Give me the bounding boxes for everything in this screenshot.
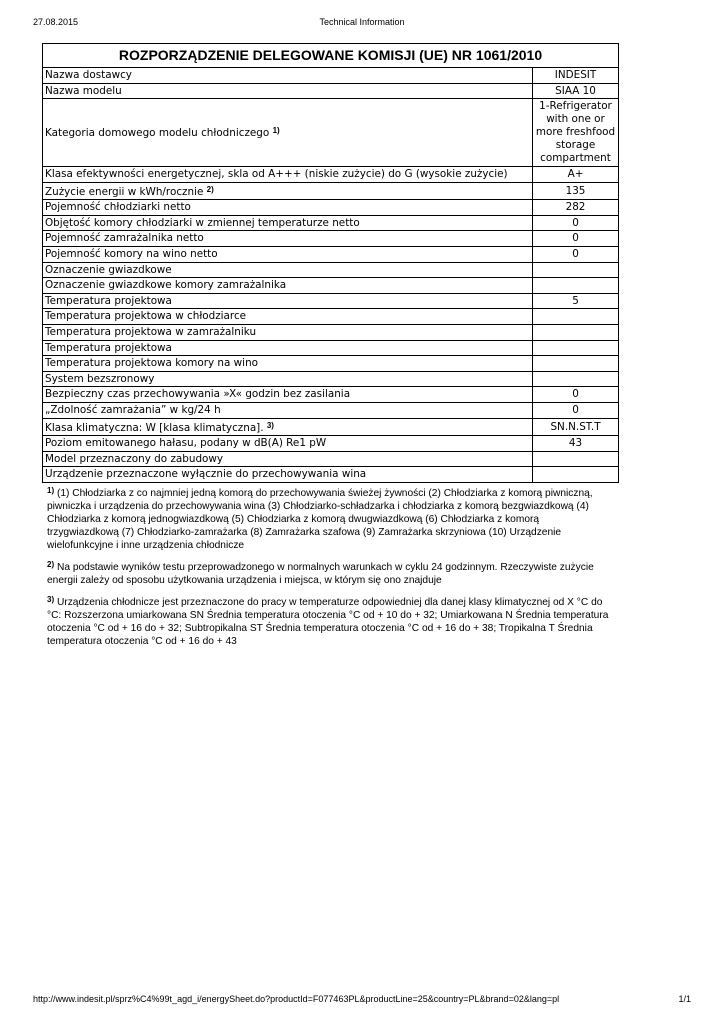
print-page-number: 1/1 <box>678 994 691 1004</box>
footnote <box>47 593 612 648</box>
row-label: System bezszronowy <box>45 372 155 385</box>
row-label-cell <box>43 246 533 262</box>
print-header-title: Technical Information <box>319 17 405 27</box>
row-value: 43 <box>533 435 619 451</box>
row-label-cell <box>43 451 533 467</box>
table-row <box>43 200 619 216</box>
row-value <box>533 324 619 340</box>
table-row <box>43 356 619 372</box>
row-value: 5 <box>533 293 619 309</box>
row-value <box>533 262 619 278</box>
print-footer-url: http://www.indesit.pl/sprz%C4%99t_agd_i/energySheet.do?productId=F077463PL&productLine=25&country=PL&brand=02&lang=pl <box>33 994 560 1004</box>
row-value <box>533 340 619 356</box>
energy-spec-table <box>42 43 619 483</box>
row-label-cell <box>43 340 533 356</box>
row-value: 0 <box>533 231 619 247</box>
row-label: Temperatura projektowa <box>45 341 172 354</box>
row-label: Nazwa dostawcy <box>45 69 132 82</box>
row-label-cell <box>43 68 533 84</box>
table-row <box>43 99 619 167</box>
row-label: Temperatura projektowa <box>45 294 172 307</box>
row-label-cell <box>43 200 533 216</box>
footnote-marker: 3) <box>47 595 55 604</box>
row-label-cell <box>43 324 533 340</box>
row-label-cell <box>43 309 533 325</box>
table-row <box>43 167 619 183</box>
footnotes <box>47 484 612 654</box>
table-title: ROZPORZĄDZENIE DELEGOWANE KOMISJI (UE) NR 1061/2010 <box>43 44 619 68</box>
row-label: Oznaczenie gwiazdkowe komory zamrażalnika <box>45 279 287 292</box>
table-row <box>43 182 619 199</box>
footnote-marker: 1) <box>272 126 280 136</box>
footnote-marker: 1) <box>47 486 55 495</box>
row-label: „Zdolność zamrażania” w kg/24 h <box>45 404 221 416</box>
table-row <box>43 68 619 84</box>
row-value: 0 <box>533 215 619 231</box>
row-value <box>533 451 619 467</box>
row-label-cell <box>43 356 533 372</box>
table-row <box>43 309 619 325</box>
row-value: A+ <box>533 167 619 183</box>
row-value <box>533 371 619 387</box>
row-label: Model przeznaczony do zabudowy <box>45 452 224 465</box>
table-row <box>43 402 619 418</box>
table-row <box>43 467 619 483</box>
footnote-marker: 2) <box>206 184 214 194</box>
row-value: INDESIT <box>533 68 619 84</box>
row-label: Poziom emitowanego hałasu, podany w dB(A) Re1 pW <box>45 437 327 449</box>
row-label: Pojemność chłodziarki netto <box>45 201 191 214</box>
footnote-text: Urządzenia chłodnicze jest przeznaczone do pracy w temperaturze odpowiedniej dla danej klasy klimatycznej od X °C do °C: Rozszerzona umiarkowana SN Średnia temperatura otoczenia °C od + 10 do + 32; Umiarkowana N Średnia temperatura otoczenia °C od + 16 do + 32; Subtropikalna ST Średnia temperatura otoczenia °C od + 16 do + 38; Tropikalna T Średnia temperatura otoczenia °C od + 16 do + 43 <box>47 597 609 647</box>
footnote-text: Na podstawie wyników testu przeprowadzonego w normalnych warunkach w cyklu 24 godzinnym. Rzeczywiste zużycie energii zależy od sposobu użytkowania urządzenia i miejsca, w którym się ono znajduje <box>47 562 594 586</box>
table-row <box>43 435 619 451</box>
row-value: 282 <box>533 200 619 216</box>
row-label: Temperatura projektowa komory na wino <box>45 357 259 370</box>
table-row <box>43 293 619 309</box>
row-label-cell <box>43 467 533 483</box>
table-row <box>43 324 619 340</box>
row-label-cell <box>43 418 533 435</box>
row-value: SN.N.ST.T <box>533 418 619 435</box>
row-label: Klasa efektywności energetycznej, skla od A+++ (niskie zużycie) do G (wysokie zużycie) <box>45 168 508 181</box>
row-label-cell <box>43 231 533 247</box>
row-label: Bezpieczny czas przechowywania »X« godzin bez zasilania <box>45 388 351 401</box>
table-row <box>43 83 619 99</box>
row-value <box>533 278 619 294</box>
footnote <box>47 558 612 587</box>
row-label: Kategoria domowego modelu chłodniczego <box>45 127 270 140</box>
row-label-cell <box>43 402 533 418</box>
row-value: 135 <box>533 182 619 199</box>
row-label: Urządzenie przeznaczone wyłącznie do przechowywania wina <box>45 468 367 481</box>
row-label: Nazwa modelu <box>45 84 122 97</box>
table-row <box>43 215 619 231</box>
row-value <box>533 467 619 483</box>
row-label: Oznaczenie gwiazdkowe <box>45 263 172 276</box>
table-title-row <box>43 44 619 68</box>
row-label: Temperatura projektowa w zamrażalniku <box>45 326 257 339</box>
row-label: Pojemność komory na wino netto <box>45 248 218 261</box>
row-value: 1-Refrigerator with one or more freshfood storage compartment <box>533 99 619 167</box>
row-label-cell <box>43 215 533 231</box>
row-label-cell <box>43 262 533 278</box>
row-label-cell <box>43 435 533 451</box>
row-value <box>533 356 619 372</box>
row-label-cell <box>43 293 533 309</box>
row-label-cell <box>43 387 533 403</box>
row-label-cell <box>43 371 533 387</box>
table-row <box>43 231 619 247</box>
row-value <box>533 309 619 325</box>
footnote-marker: 2) <box>47 560 55 569</box>
table-row <box>43 246 619 262</box>
row-value: 0 <box>533 402 619 418</box>
print-date: 27.08.2015 <box>33 17 79 27</box>
row-label-cell <box>43 182 533 199</box>
footnote <box>47 484 612 552</box>
table-row <box>43 418 619 435</box>
row-label: Pojemność zamrażalnika netto <box>45 232 204 245</box>
row-label-cell <box>43 167 533 183</box>
table-row <box>43 340 619 356</box>
footnote-text: (1) Chłodziarka z co najmniej jedną komorą do przechowywania świeżej żywności (2) Chłodziarka z komorą piwniczną, piwniczka i urządzenia do przechowywania wina (3) Chłodziarko-schładzarka i chłodziarka z komorą bezgwiazdkową (4) Chłodziarka z komorą jednogwiazdkową (5) Chłodziarka z komorą dwugwiazdkową (6) Chłodziarka z komorą trzygwiazdkową (7) Chłodziarko-zamrażarka (8) Zamrażarka szafowa (9) Zamrażarka skrzyniowa (10) Urządzenie wielofunkcyjne i inne urządzenia chłodnicze <box>47 488 593 551</box>
row-label: Zużycie energii w kWh/rocznie <box>45 185 204 198</box>
row-label: Klasa klimatyczna: W [klasa klimatyczna]. <box>45 421 264 434</box>
row-value: SIAA 10 <box>533 83 619 99</box>
row-value: 0 <box>533 387 619 403</box>
table-row <box>43 387 619 403</box>
row-label-cell <box>43 278 533 294</box>
row-label: Objętość komory chłodziarki w zmiennej temperaturze netto <box>45 216 360 229</box>
row-label: Temperatura projektowa w chłodziarce <box>45 310 247 323</box>
footnote-marker: 3) <box>266 420 274 430</box>
row-label-cell <box>43 99 533 167</box>
table-row <box>43 371 619 387</box>
row-value: 0 <box>533 246 619 262</box>
table-row <box>43 278 619 294</box>
table-row <box>43 451 619 467</box>
row-label-cell <box>43 83 533 99</box>
table-row <box>43 262 619 278</box>
